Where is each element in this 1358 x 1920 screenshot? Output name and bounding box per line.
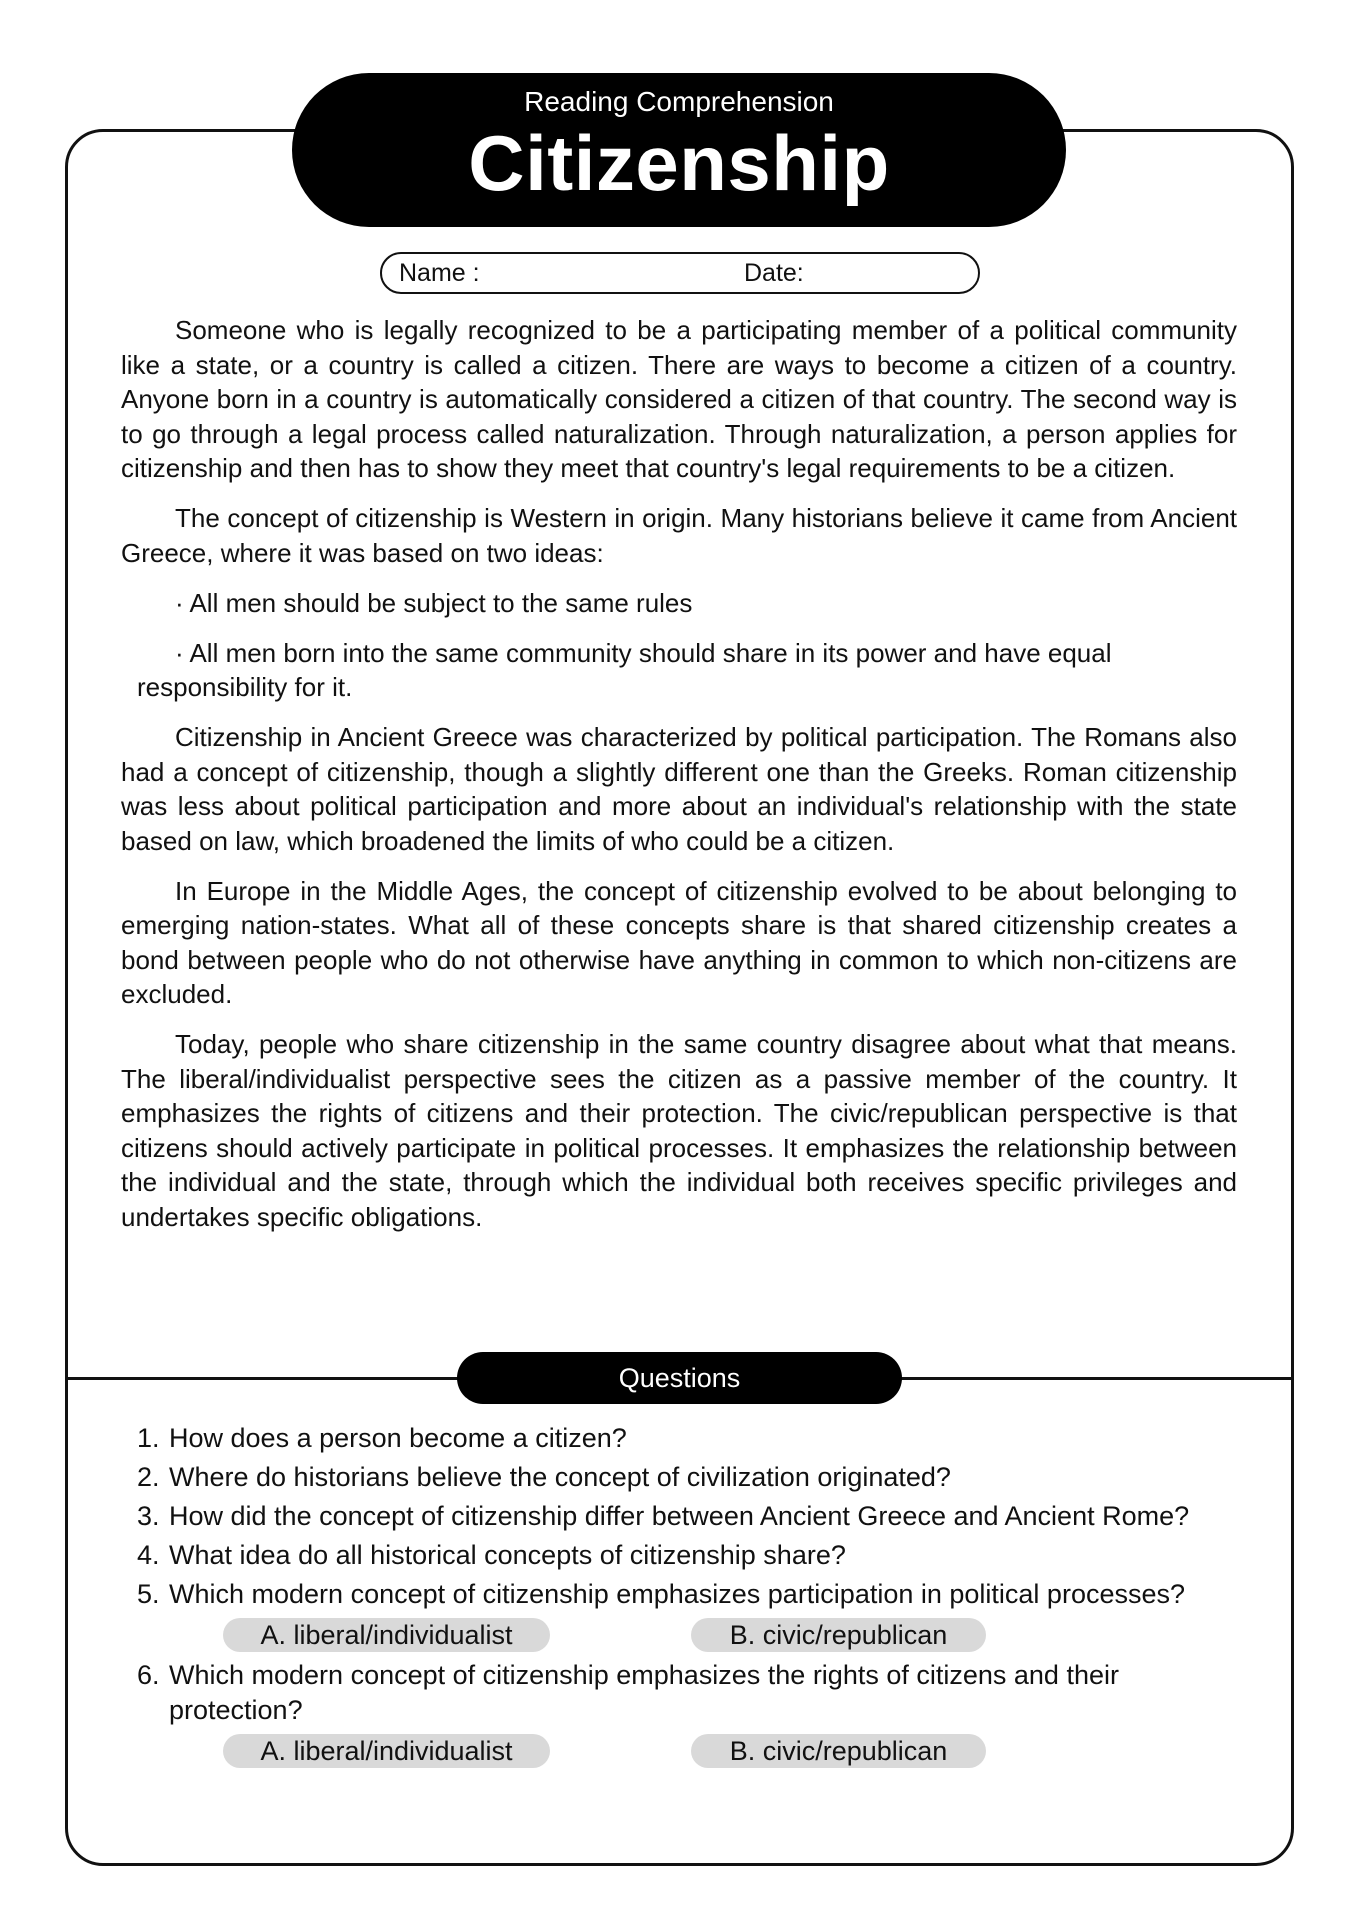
passage-paragraph: The concept of citizenship is Western in origin. Many historians believe it came from Ancient Greece, where it was based on two ideas: <box>121 503 1237 568</box>
question-item <box>137 1499 1247 1534</box>
option-a-button[interactable]: A. liberal/individualist <box>223 1618 550 1652</box>
question-item <box>137 1577 1247 1612</box>
question-number: 3. <box>137 1501 160 1531</box>
worksheet-title: Citizenship <box>468 119 890 207</box>
question-text: How did the concept of citizenship differ between Ancient Greece and Ancient Rome? <box>169 1501 1190 1531</box>
question-number: 5. <box>137 1579 160 1609</box>
question-number: 4. <box>137 1540 160 1570</box>
passage-paragraph: Today, people who share citizenship in the same country disagree about what that means. The liberal/individualist perspective sees the citizen as a passive member of the country. It emphasizes the rights of citizens and their protection. The civic/republican perspective is that citizens should actively participate in political processes. It emphasizes the relationship between the individual and the state, through which the individual both receives specific privileges and undertakes specific obligations. <box>121 1029 1237 1232</box>
passage-bullet: · All men should be subject to the same rules <box>175 587 693 618</box>
date-label: Date: <box>744 259 804 287</box>
question-text: What idea do all historical concepts of citizenship share? <box>169 1540 846 1570</box>
name-field[interactable] <box>482 258 732 288</box>
question-item <box>137 1538 1247 1573</box>
question-number: 2. <box>137 1462 160 1492</box>
option-b-button[interactable]: B. civic/republican <box>691 1734 986 1768</box>
question-number: 6. <box>137 1660 160 1690</box>
date-field[interactable] <box>812 258 962 288</box>
name-label: Name : <box>399 259 480 287</box>
option-b-button[interactable]: B. civic/republican <box>691 1618 986 1652</box>
reading-passage <box>121 313 1237 1250</box>
answer-options <box>137 1732 1247 1770</box>
passage-paragraph: Citizenship in Ancient Greece was characterized by political participation. The Romans also had a concept of citizenship, though a slightly different one than the Greeks. Roman citizenship was less about political participation and more about an individual's relationship with the state based on law, which broadened the limits of who could be a citizen. <box>121 722 1237 856</box>
questions-list <box>137 1421 1247 1774</box>
title-banner <box>292 73 1066 227</box>
question-item <box>137 1421 1247 1456</box>
option-a-button[interactable]: A. liberal/individualist <box>223 1734 550 1768</box>
question-text: How does a person become a citizen? <box>169 1423 627 1453</box>
passage-bullet: · All men born into the same community should share in its power and have equal responsibility for it. <box>137 637 1112 702</box>
answer-options <box>137 1616 1247 1654</box>
passage-paragraph: Someone who is legally recognized to be a participating member of a political community like a state, or a country is called a citizen. There are ways to become a citizen of a country. Anyone born in a country is automatically considered a citizen of that country. The second way is to go through a legal process called naturalization. Through naturalization, a person applies for citizenship and then has to show they meet that country's legal requirements to be a citizen. <box>121 315 1237 483</box>
questions-heading: Questions <box>457 1352 902 1404</box>
question-text: Which modern concept of citizenship emphasizes the rights of citizens and their protection? <box>169 1660 1119 1725</box>
question-text: Where do historians believe the concept of civilization originated? <box>169 1462 951 1492</box>
question-text: Which modern concept of citizenship emphasizes participation in political processes? <box>169 1579 1186 1609</box>
passage-paragraph: In Europe in the Middle Ages, the concept of citizenship evolved to be about belonging to emerging nation-states. What all of these concepts share is that shared citizenship creates a bond between people who do not otherwise have anything in common to which non-citizens are excluded. <box>121 875 1237 1009</box>
question-item <box>137 1658 1247 1728</box>
worksheet-subtitle: Reading Comprehension <box>524 86 834 117</box>
name-date-bar <box>380 252 980 294</box>
question-item <box>137 1460 1247 1495</box>
question-number: 1. <box>137 1423 160 1453</box>
